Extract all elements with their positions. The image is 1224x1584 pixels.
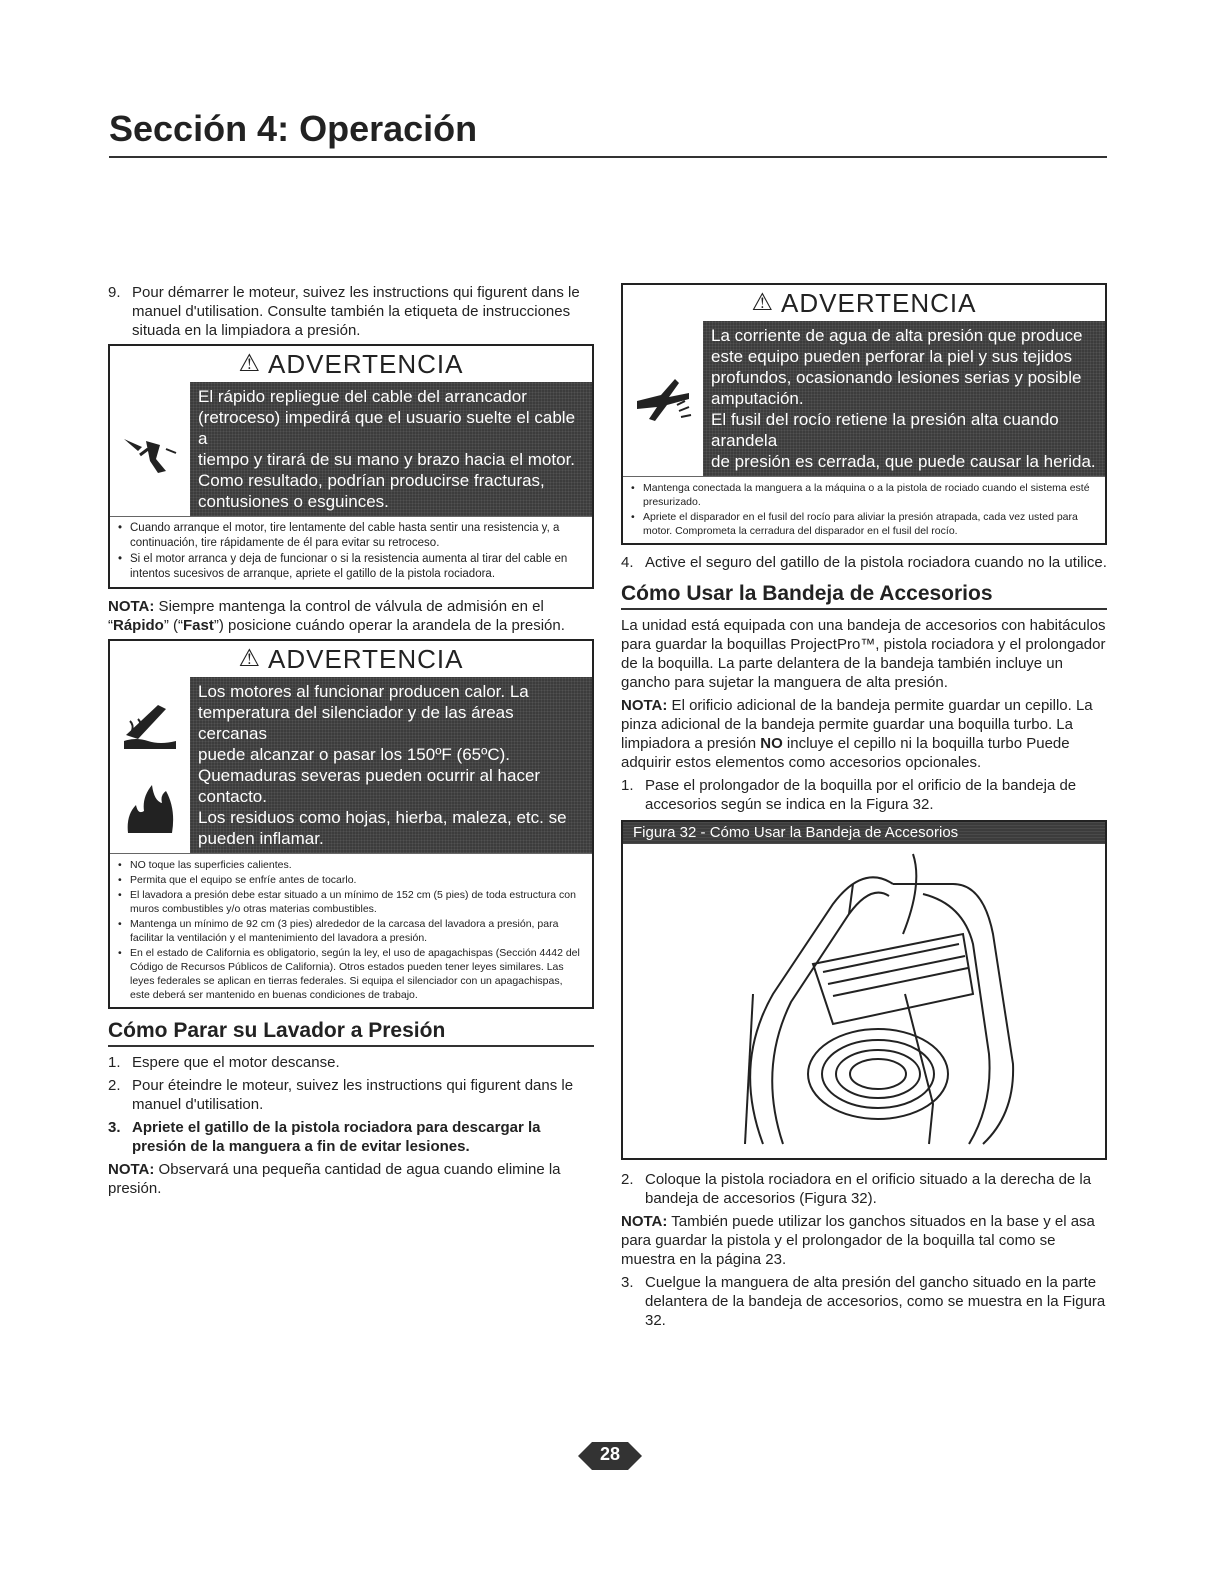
warning-triangle-icon: ⚠ (751, 289, 774, 316)
warning-message: La corriente de agua de alta presión que produce este equipo pueden perforar la piel y sus tejidos profundos, ocasionando lesiones serias y posible amputación. El fusil del rocío retiene la presión alta cuando arandela de presión es cerrada, que puede causar la herida. (703, 321, 1105, 476)
fire-icon (118, 775, 182, 839)
stop-step-3: 3. Apriete el gatillo de la pistola rociadora para descargar la presión de la manguera a fin de evitar lesiones. (108, 1119, 541, 1155)
figure-caption: Figura 32 - Cómo Usar la Bandeja de Accesorios (623, 822, 1105, 844)
stop-step-2: 2. Pour éteindre le moteur, suivez les instructions qui figurent dans le manuel d'utilisation. (108, 1077, 574, 1113)
tray-intro: La unidad está equipada con una bandeja de accesorios con habitáculos para guardar la boquillas ProjectPro™, pistola rociadora y el prolongador de la boquilla. La parte delantera de la bandeja también incluye un gancho para sujetar la manguera de alta presión. (621, 617, 1106, 691)
right-column (621, 283, 1107, 1334)
warning-message: Los motores al funcionar producen calor. La temperatura del silenciador y de las áreas cercanas puede alcanzar o pasar los 150ºF (65ºC). Quemaduras severas pueden ocurrir al hacer contacto. Los residuos como hojas, hierba, maleza, etc. se pueden inflamar. (190, 677, 592, 853)
warning-bullet-list: • NO toque las superficies calientes. • Permita que el equipo se enfríe antes de tocarlo. • El lavadora a presión debe estar situado a un mínimo de 152 cm (5 pies) de toda estructura con muros combustibles y/o otras materias combustibles. • Mantenga un mínimo de 92 cm (3 pies) alrededor de la carcasa del lavadora a presión, para facilitar la ventilación y el mantenimiento del lavadora a presión. • En el estado de California es obligatorio, según la ley, el uso de apagachispas (Sección 4442 del Código de Recursos Públicos de California). Otros estados pueden tener leyes similares. Las leyes federales se aplican en tierras federales. Si equipa el silenciador con un apagachispas, este deberá ser mantenido en buenas condiciones de trabajo. (110, 853, 592, 1007)
warning-box-kickback (108, 344, 594, 589)
warning-header: ⚠ ADVERTENCIA (238, 348, 464, 379)
note-hooks: NOTA: También puede utilizar los ganchos situados en la base y el asa para guardar la pistola y el prolongador de la boquilla tal como se muestra en la página 23. (621, 1213, 1095, 1268)
warning-triangle-icon: ⚠ (238, 350, 261, 377)
note-tray-extra: NOTA: El orificio adicional de la bandeja permite guardar un cepillo. La pinza adicional de la bandeja permite guardar una boquilla turbo. La limpiadora a presión NO incluye el cepillo ni la boquilla turbo Puede adquirir estos elementos como accesorios opcionales. (621, 697, 1093, 771)
section-rule (108, 1045, 594, 1047)
tray-step-2: 2. Coloque la pistola rociadora en el orificio situado a la derecha de la bandeja de accesorios (Figura 32). (621, 1171, 1092, 1207)
page-title: Sección 4: Operación (109, 108, 478, 149)
section-heading-tray: Cómo Usar la Bandeja de Accesorios (621, 582, 993, 605)
warning-bullet-list: • Mantenga conectada la manguera a la máquina o a la pistola de rociado cuando el sistema esté presurizado. • Apriete el disparador en el fusil del rocío para aliviar la presión atrapada, cada vez usted para motor. Comprometa la cerradura del disparador en el fusil del rocío. (623, 476, 1105, 543)
warning-header: ⚠ ADVERTENCIA (751, 287, 977, 318)
step-9: 9. Pour démarrer le moteur, suivez les instructions qui figurent dans le manuel d'utilisation. Consulte también la etiqueta de instrucciones situada en la limpiadora a presión. (108, 284, 580, 339)
step-4: 4. Active el seguro del gatillo de la pistola rociadora cuando no la utilice. (621, 554, 1107, 571)
note-throttle: NOTA: Siempre mantenga la control de válvula de admisión en el “Rápido” (“Fast”) posicione cuándo operar la arandela de la presión. (108, 598, 565, 634)
warning-message: El rápido repliegue del cable del arrancador (retroceso) impedirá que el usuario suelte el cable a tiempo y tirará de su mano y brazo hacia el motor. Como resultado, podrían producirse fracturas, contusiones o esguinces. (190, 382, 592, 516)
tray-step-1: 1. Pase el prolongador de la boquilla por el orificio de la bandeja de accesorios según se indica en la Figura 32. (621, 777, 1077, 813)
warning-header: ⚠ ADVERTENCIA (238, 643, 464, 674)
warning-bullet-list: • Cuando arranque el motor, tire lentamente del cable hasta sentir una resistencia y, a continuación, tire rápidamente de él para evitar su retroceso. • Si el motor arranca y deja de funcionar o si la resistencia aumenta al tirar del cable en intentos sucesivos de arranque, apriete el gatillo de la pistola rociadora. (110, 516, 592, 587)
hot-surface-icon (118, 691, 182, 755)
stop-step-1: 1. Espere que el motor descanse. (108, 1054, 340, 1071)
note-pressure-release: NOTA: Observará una pequeña cantidad de agua cuando elimine la presión. (108, 1161, 561, 1197)
warning-box-injection (621, 283, 1107, 545)
recoil-kickback-icon (120, 419, 180, 479)
section-heading-stop: Cómo Parar su Lavador a Presión (108, 1019, 446, 1042)
section-rule (621, 608, 1107, 610)
accessory-tray-illustration (623, 844, 1105, 1154)
title-rule (109, 156, 1107, 158)
high-pressure-injection-icon (631, 367, 695, 431)
warning-triangle-icon: ⚠ (238, 645, 261, 672)
left-column (108, 283, 594, 1202)
figure-32 (621, 820, 1107, 1160)
page-number: 28 (599, 1444, 621, 1464)
tray-step-3: 3. Cuelgue la manguera de alta presión del gancho situado en la parte delantera de la bandeja de accesorios, como se muestra en la Figura 32. (621, 1274, 1106, 1329)
page-number-badge (578, 1438, 642, 1474)
warning-box-heat (108, 639, 594, 1009)
